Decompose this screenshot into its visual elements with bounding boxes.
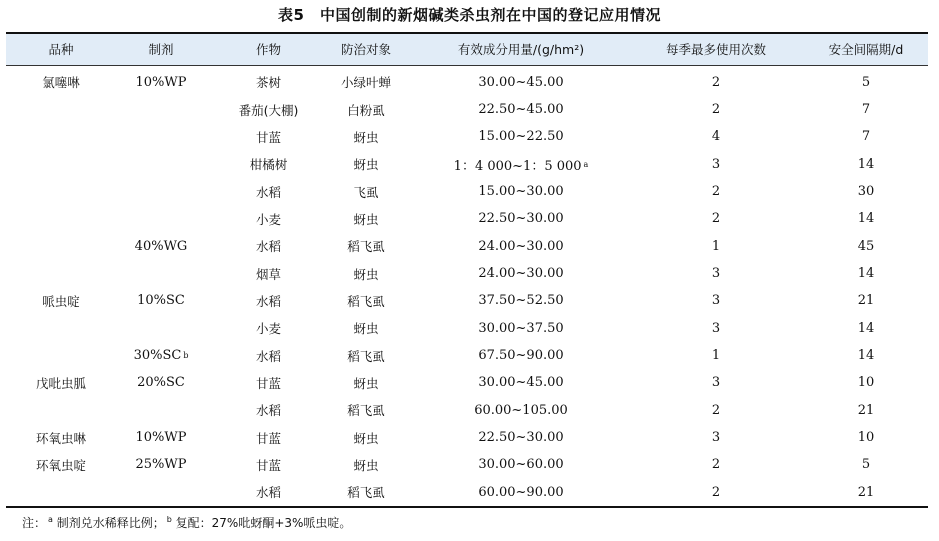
cell-interval-text: 45 — [857, 238, 875, 254]
cell-interval-text: 21 — [857, 484, 875, 500]
cell-max-times-text: 2 — [711, 457, 721, 473]
cell-dose — [416, 369, 626, 396]
cell-interval — [786, 369, 939, 396]
cell-variety — [6, 96, 116, 123]
cell-dose-text: 37.50~52.50 — [478, 293, 564, 309]
cell-interval — [786, 315, 939, 342]
cell-crop-text: 茶树 — [255, 75, 281, 91]
cell-target — [311, 96, 421, 123]
cell-crop — [211, 205, 326, 232]
cell-interval-text: 21 — [857, 402, 875, 418]
footnote-sup-a: a — [48, 515, 53, 524]
cell-variety-text: 氯噻啉 — [42, 75, 80, 91]
cell-variety — [6, 287, 116, 314]
table-row — [6, 424, 928, 451]
cell-crop-text: 水稻 — [255, 403, 281, 419]
cell-formulation — [101, 342, 221, 369]
cell-variety — [6, 479, 116, 506]
cell-crop-text: 水稻 — [255, 293, 281, 309]
table-row — [6, 369, 928, 396]
cell-dose — [416, 123, 626, 150]
cell-interval-text: 14 — [857, 156, 875, 172]
cell-target — [311, 205, 421, 232]
cell-dose-text: 22.50~45.00 — [478, 102, 564, 118]
cell-dose — [416, 315, 626, 342]
cell-crop-text: 烟草 — [255, 266, 281, 282]
cell-variety — [6, 233, 116, 260]
cell-dose — [416, 151, 626, 178]
cell-dose-text: 22.50~30.00 — [478, 211, 564, 227]
cell-interval-text: 14 — [857, 348, 875, 364]
cell-variety-text: 环氧虫啉 — [35, 430, 86, 446]
header-dose: 有效成分用量/(g/hm²) — [457, 42, 585, 57]
footnote-prefix: 注： — [22, 516, 47, 530]
cell-formulation — [101, 369, 221, 396]
cell-target — [311, 369, 421, 396]
table-row — [6, 233, 928, 260]
cell-crop — [211, 96, 326, 123]
cell-target — [311, 69, 421, 96]
cell-formulation — [101, 479, 221, 506]
cell-target — [311, 151, 421, 178]
cell-dose — [416, 397, 626, 424]
cell-formulation — [101, 451, 221, 478]
cell-interval — [786, 424, 939, 451]
cell-crop-text: 水稻 — [255, 239, 281, 255]
cell-dose — [416, 287, 626, 314]
cell-target — [311, 342, 421, 369]
cell-target-text: 稻飞虱 — [347, 348, 385, 364]
cell-dose — [416, 69, 626, 96]
cell-variety — [6, 151, 116, 178]
cell-interval — [786, 205, 939, 232]
cell-interval-text: 21 — [857, 293, 875, 309]
cell-variety — [6, 397, 116, 424]
cell-formulation — [101, 205, 221, 232]
cell-interval — [786, 178, 939, 205]
cell-formulation — [101, 424, 221, 451]
cell-target-text: 稻飞虱 — [347, 485, 385, 501]
cell-variety — [6, 205, 116, 232]
cell-interval — [786, 260, 939, 287]
cell-crop — [211, 287, 326, 314]
cell-crop — [211, 451, 326, 478]
table-row — [6, 123, 928, 150]
cell-dose — [416, 233, 626, 260]
cell-interval-text: 7 — [861, 102, 871, 118]
cell-target-text: 蚜虫 — [353, 157, 379, 173]
cell-dose-text: 15.00~22.50 — [478, 129, 564, 145]
header-target: 防治对象 — [340, 42, 391, 57]
cell-max-times-text: 3 — [711, 293, 721, 309]
table-row — [6, 69, 928, 96]
cell-formulation-text: 10%WP — [135, 74, 187, 90]
cell-dose-text: 1：4 000~1：5 000 — [453, 158, 582, 174]
cell-dose — [416, 205, 626, 232]
footnote-sup-b: b — [166, 515, 172, 524]
cell-variety-text: 哌虫啶 — [42, 293, 80, 309]
cell-target-text: 白粉虱 — [347, 102, 385, 118]
cell-crop — [211, 479, 326, 506]
cell-formulation — [101, 178, 221, 205]
cell-dose-text: 15.00~30.00 — [478, 184, 564, 200]
cell-target-text: 稻飞虱 — [347, 293, 385, 309]
cell-variety — [6, 123, 116, 150]
cell-max-times-text: 3 — [711, 156, 721, 172]
cell-target — [311, 123, 421, 150]
cell-dose — [416, 260, 626, 287]
cell-crop — [211, 123, 326, 150]
cell-target-text: 蚜虫 — [353, 457, 379, 473]
cell-target-text: 蚜虫 — [353, 129, 379, 145]
cell-interval-text: 14 — [857, 320, 875, 336]
cell-max-times-text: 2 — [711, 211, 721, 227]
cell-interval — [786, 69, 939, 96]
cell-interval-text: 14 — [857, 211, 875, 227]
header-interval: 安全间隔期/d — [828, 42, 904, 57]
cell-dose — [416, 479, 626, 506]
cell-interval — [786, 233, 939, 260]
table-row — [6, 96, 928, 123]
cell-target-text: 蚜虫 — [353, 211, 379, 227]
cell-target — [311, 451, 421, 478]
cell-target-text: 蚜虫 — [353, 266, 379, 282]
cell-target — [311, 424, 421, 451]
cell-variety-text: 戊吡虫胍 — [35, 375, 86, 391]
cell-target-text: 稻飞虱 — [347, 239, 385, 255]
table-row — [6, 260, 928, 287]
cell-variety — [6, 424, 116, 451]
cell-crop — [211, 369, 326, 396]
cell-crop-text: 番茄(大棚) — [238, 102, 299, 118]
table-row — [6, 287, 928, 314]
cell-interval — [786, 287, 939, 314]
cell-dose — [416, 424, 626, 451]
cell-crop-text: 小麦 — [255, 321, 281, 337]
cell-formulation — [101, 69, 221, 96]
cell-interval-text: 5 — [861, 457, 871, 473]
cell-target-text: 蚜虫 — [353, 375, 379, 391]
table-row — [6, 451, 928, 478]
registration-table — [6, 32, 928, 508]
cell-max-times-text: 2 — [711, 102, 721, 118]
cell-interval-text: 10 — [857, 430, 875, 446]
cell-crop — [211, 178, 326, 205]
cell-crop — [211, 315, 326, 342]
table-title: 表5 中国创制的新烟碱类杀虫剂在中国的登记应用情况 — [278, 6, 661, 24]
cell-dose-text: 24.00~30.00 — [478, 266, 564, 282]
cell-crop — [211, 260, 326, 287]
table-row — [6, 342, 928, 369]
cell-formulation-text: 30%SC — [133, 348, 182, 364]
cell-dose-text: 67.50~90.00 — [478, 348, 564, 364]
cell-target-text: 蚜虫 — [353, 430, 379, 446]
cell-max-times-text: 3 — [711, 375, 721, 391]
cell-interval-text: 7 — [861, 129, 871, 145]
cell-formulation-text: 20%SC — [137, 375, 185, 391]
cell-target — [311, 233, 421, 260]
cell-target-text: 蚜虫 — [353, 321, 379, 337]
cell-crop — [211, 233, 326, 260]
header-crop: 作物 — [255, 42, 281, 57]
cell-formulation — [101, 260, 221, 287]
table-row — [6, 479, 928, 506]
cell-crop — [211, 151, 326, 178]
cell-dose — [416, 342, 626, 369]
cell-formulation-text: 40%WG — [134, 238, 188, 254]
cell-variety — [6, 178, 116, 205]
cell-formulation-text: 10%WP — [135, 430, 187, 446]
cell-crop-text: 甘蓝 — [255, 129, 281, 145]
cell-interval-text: 30 — [857, 184, 875, 200]
cell-max-times-text: 1 — [711, 348, 721, 364]
cell-formulation — [101, 315, 221, 342]
cell-max-times-text: 1 — [711, 238, 721, 254]
cell-dose-text: 60.00~105.00 — [474, 402, 568, 418]
cell-target — [311, 397, 421, 424]
cell-max-times-text: 2 — [711, 484, 721, 500]
cell-target-text: 稻飞虱 — [347, 403, 385, 419]
cell-variety — [6, 342, 116, 369]
cell-crop-text: 水稻 — [255, 485, 281, 501]
table-row — [6, 205, 928, 232]
cell-target — [311, 287, 421, 314]
cell-dose-text: 30.00~45.00 — [478, 375, 564, 391]
cell-variety — [6, 260, 116, 287]
table-footnote — [22, 514, 351, 531]
cell-dose-text: 30.00~60.00 — [478, 457, 564, 473]
cell-formulation — [101, 397, 221, 424]
cell-max-times-text: 3 — [711, 320, 721, 336]
cell-crop-text: 甘蓝 — [255, 457, 281, 473]
header-max-times: 每季最多使用次数 — [665, 42, 766, 57]
table-row — [6, 315, 928, 342]
cell-target — [311, 260, 421, 287]
cell-interval — [786, 479, 939, 506]
cell-variety — [6, 369, 116, 396]
cell-formulation — [101, 151, 221, 178]
cell-target — [311, 315, 421, 342]
cell-crop-text: 柑橘树 — [249, 157, 288, 173]
table-row — [6, 397, 928, 424]
cell-interval — [786, 96, 939, 123]
cell-interval — [786, 342, 939, 369]
cell-target-text: 小绿叶蝉 — [340, 75, 391, 91]
cell-crop — [211, 397, 326, 424]
header-formulation: 制剂 — [148, 42, 174, 57]
cell-formulation — [101, 96, 221, 123]
cell-target — [311, 178, 421, 205]
cell-dose-text: 24.00~30.00 — [478, 238, 564, 254]
cell-variety — [6, 451, 116, 478]
cell-dose — [416, 96, 626, 123]
cell-formulation — [101, 287, 221, 314]
table-body — [6, 66, 928, 507]
cell-crop-text: 水稻 — [255, 184, 281, 200]
cell-variety — [6, 315, 116, 342]
cell-crop-text: 甘蓝 — [255, 430, 281, 446]
cell-dose-text: 22.50~30.00 — [478, 430, 564, 446]
cell-interval — [786, 397, 939, 424]
cell-formulation — [101, 233, 221, 260]
table-row — [6, 178, 928, 205]
cell-variety — [6, 69, 116, 96]
cell-interval-text: 5 — [861, 74, 871, 90]
cell-crop — [211, 424, 326, 451]
cell-dose-text: 60.00~90.00 — [478, 484, 564, 500]
cell-interval — [786, 451, 939, 478]
cell-interval — [786, 123, 939, 150]
table-header — [6, 34, 928, 66]
cell-crop — [211, 69, 326, 96]
header-variety: 品种 — [48, 42, 74, 57]
footnote-text-a: 制剂兑水稀释比例； — [52, 516, 165, 530]
cell-target — [311, 479, 421, 506]
cell-formulation — [101, 123, 221, 150]
cell-interval — [786, 151, 939, 178]
cell-dose-text: 30.00~45.00 — [478, 74, 564, 90]
cell-interval-text: 10 — [857, 375, 875, 391]
cell-max-times-text: 2 — [711, 184, 721, 200]
footnote-text-b: 复配：27%吡蚜酮+3%哌虫啶。 — [171, 516, 352, 530]
table-row — [6, 151, 928, 178]
cell-crop-text: 甘蓝 — [255, 375, 281, 391]
cell-dose — [416, 451, 626, 478]
cell-dose-footnote-mark: a — [583, 159, 589, 169]
cell-dose-text: 30.00~37.50 — [478, 320, 564, 336]
cell-crop — [211, 342, 326, 369]
cell-max-times-text: 2 — [711, 402, 721, 418]
cell-max-times-text: 4 — [711, 129, 721, 145]
cell-max-times-text: 3 — [711, 266, 721, 282]
cell-formulation-text: 25%WP — [135, 457, 187, 473]
cell-target-text: 飞虱 — [353, 184, 379, 200]
cell-max-times-text: 3 — [711, 430, 721, 446]
cell-dose — [416, 178, 626, 205]
cell-max-times-text: 2 — [711, 74, 721, 90]
cell-variety-text: 环氧虫啶 — [35, 457, 86, 473]
cell-formulation-text: 10%SC — [137, 293, 185, 309]
cell-formulation-footnote-mark: b — [183, 351, 189, 361]
cell-crop-text: 水稻 — [255, 348, 281, 364]
cell-crop-text: 小麦 — [255, 211, 281, 227]
table-bottom-rule — [6, 506, 928, 508]
cell-interval-text: 14 — [857, 266, 875, 282]
